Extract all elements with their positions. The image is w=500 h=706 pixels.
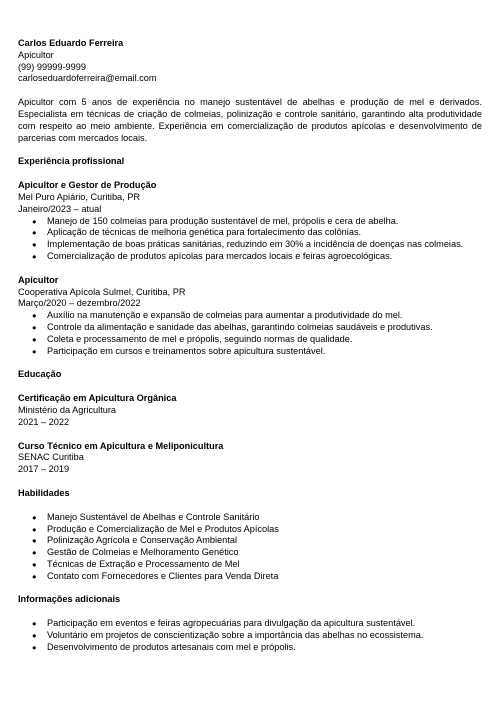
- job-period: Março/2020 – dezembro/2022: [18, 298, 141, 309]
- job-position: Apicultor: [18, 274, 59, 285]
- job-bullet-list: [18, 216, 482, 263]
- professional-summary: Apicultor com 5 anos de experiência no manejo sustentável de abelhas e produção de mel e derivados. Especialista em técnicas de criação de colmeias, polinização e controle sanitário, garantindo alta produtividade com respeito ao meio ambiente. Experiência em comercialização de produtos apícolas e desenvolvimento de parcerias com mercados locais.: [18, 97, 482, 143]
- job-entry: [18, 275, 482, 358]
- job-position: Apicultor e Gestor de Produção: [18, 180, 157, 191]
- candidate-name: Carlos Eduardo Ferreira: [18, 38, 124, 48]
- section-title-education: Educação: [18, 369, 62, 380]
- list-item: ● Participação em eventos e feiras agropecuárias para divulgação da apicultura sustentável.: [18, 618, 482, 630]
- list-item: ● Produção e Comercialização de Mel e Produtos Apícolas: [18, 524, 482, 536]
- candidate-role: Apicultor: [18, 49, 54, 60]
- job-company: Mel Puro Apiário, Curitiba, PR: [18, 191, 141, 202]
- education-institution: Ministério da Agricultura: [18, 404, 117, 415]
- section-title-skills: Habilidades: [18, 487, 70, 498]
- job-bullet-list: [18, 310, 482, 357]
- candidate-email: carloseduardoferreira@email.com: [18, 73, 157, 84]
- section-title-additional: Informações adicionais: [18, 594, 121, 605]
- list-item: ● Coleta e processamento de mel e própolis, seguindo normas de qualidade.: [18, 334, 482, 346]
- list-item: ● Manejo Sustentável de Abelhas e Controle Sanitário: [18, 512, 482, 524]
- job-period: Janeiro/2023 – atual: [18, 203, 102, 214]
- education-course: Curso Técnico em Apicultura e Meliponicultura: [18, 440, 224, 451]
- education-entry: [18, 441, 482, 476]
- additional-info-list: [18, 618, 482, 653]
- resume-header: [18, 38, 482, 85]
- job-company: Cooperativa Apícola Sulmel, Curitiba, PR: [18, 286, 186, 297]
- skills-list: [18, 512, 482, 583]
- education-course: Certificação em Apicultura Orgânica: [18, 393, 177, 404]
- list-item: ● Implementação de boas práticas sanitárias, reduzindo em 30% a incidência de doenças nas colmeias.: [18, 239, 482, 251]
- list-item: ● Controle da alimentação e sanidade das abelhas, garantindo colmeias saudáveis e produtivas.: [18, 322, 482, 334]
- list-item: ● Polinização Agrícola e Conservação Ambiental: [18, 535, 482, 547]
- education-institution: SENAC Curitiba: [18, 452, 84, 463]
- list-item: ● Contato com Fornecedores e Clientes para Venda Direta: [18, 571, 482, 583]
- section-title-experience: Experiência profissional: [18, 156, 125, 167]
- list-item: ● Manejo de 150 colmeias para produção sustentável de mel, própolis e cera de abelha.: [18, 216, 482, 228]
- job-entry: [18, 180, 482, 263]
- candidate-phone: (99) 99999-9999: [18, 61, 86, 72]
- education-period: 2017 – 2019: [18, 464, 70, 475]
- list-item: ● Voluntário em projetos de conscientização sobre a importância das abelhas no ecossistema.: [18, 630, 482, 642]
- list-item: ● Aplicação de técnicas de melhoria genética para fortalecimento das colônias.: [18, 227, 482, 239]
- list-item: ● Desenvolvimento de produtos artesanais com mel e própolis.: [18, 642, 482, 654]
- list-item: ● Auxílio na manutenção e expansão de colmeias para aumentar a produtividade do mel.: [18, 310, 482, 322]
- education-period: 2021 – 2022: [18, 416, 70, 427]
- list-item: ● Técnicas de Extração e Processamento de Mel: [18, 559, 482, 571]
- list-item: ● Comercialização de produtos apícolas para mercados locais e feiras agroecológicas.: [18, 251, 482, 263]
- list-item: ● Participação em cursos e treinamentos sobre apicultura sustentável.: [18, 346, 482, 358]
- list-item: ● Gestão de Colmeias e Melhoramento Genético: [18, 547, 482, 559]
- education-entry: [18, 393, 482, 428]
